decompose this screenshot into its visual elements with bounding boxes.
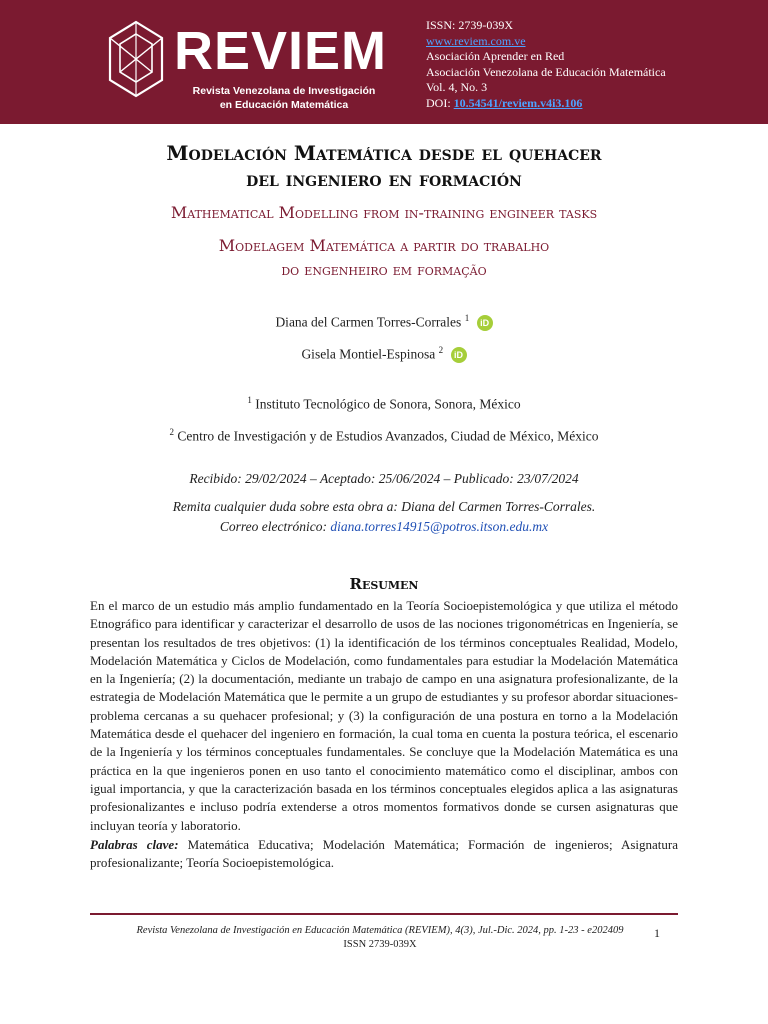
logo-subtitle-line: en Educación Matemática (219, 99, 349, 111)
portuguese-title (84, 234, 684, 282)
affiliation-2 (0, 427, 768, 445)
publication-dates: Recibido: 29/02/2024 – Aceptado: 25/06/2024 – Publicado: 23/07/2024 (189, 471, 579, 486)
journal-metadata (426, 18, 666, 111)
abstract-text: En el marco de un estudio más amplio fundamentado en la Teoría Socioepistemológica y que utiliza el método Etnográfico para identificar y caracterizar el desarrollo de usos de las nociones trigonométricas en Ingeniería, se presentan los resultados de tres objetivos: (1) la identificación de los términos conceptuales Realidad, Modelo, Modelación Matemática y Ciclos de Modelación, como fundamentales para estudiar la Modelación Matemática en la Ingeniería; (2) la documentación, mediante un trabajo de campo en una asignatura profesionalizante, de la estrategia de Modelación Matemática que le permite a un grupo de estudiantes y su profesor abordar situaciones-problema cercanas a su quehacer profesional; y (3) la configuración de una postura en torno a la Modelación Matemática desde el quehacer del ingeniero en formación, la cual toma en cuenta la postura teórica, el escenario de la Ingeniería y los términos conceptuales fundamentales. Se concluye que la Modelación Matemática es una práctica en la que ingenieros ponen en uso tanto el conocimiento matemático como el disciplinar, ambos con igual importancia, y que la caracterización basada en los términos conceptuales elegidos aplica a las asignaturas profesionalizantes e incluso podría extenderse a otros momentos formativos donde se cursen asignaturas que incluyan teoría y laboratorio. (90, 598, 678, 833)
website-link[interactable]: www.reviem.com.ve (426, 33, 526, 48)
article-title-line: Modelación Matemática desde el quehacer (166, 141, 602, 165)
keywords-label: Palabras clave: (90, 837, 179, 852)
article-title-line: del ingeniero en formación (246, 167, 522, 191)
contact-note: Remita cualquier duda sobre esta obra a: Diana del Carmen Torres-Corrales. (172, 499, 596, 514)
citation-text: Revista Venezolana de Investigación en Educación Matemática (REVIEM), 4(3), Jul.-Dic. 2024, pp. 1-23 - e202409 (136, 925, 624, 936)
hexagon-logo-icon (106, 18, 166, 108)
email-label: Correo electrónico: (219, 519, 331, 534)
doi-link[interactable]: 10.54541/reviem.v4i3.106 (453, 95, 583, 110)
orcid-icon[interactable]: iD (451, 347, 467, 363)
logo-subtitle-line: Revista Venezolana de Investigación (192, 85, 376, 97)
affiliation-text: Instituto Tecnológico de Sonora, Sonora, México (255, 396, 521, 412)
author-affil-sup: 1 (464, 313, 470, 323)
doi-label: DOI: (426, 95, 454, 110)
portuguese-title-line: Modelagem Matemática a partir do trabalho (218, 236, 550, 255)
email-link[interactable]: diana.torres14915@potros.itson.edu.mx (330, 519, 549, 534)
author-affil-sup: 2 (438, 345, 444, 355)
author-2 (0, 345, 768, 363)
author-name: Gisela Montiel-Espinosa (301, 346, 436, 362)
journal-banner (0, 0, 768, 124)
publisher-text: Asociación Venezolana de Educación Matemática (426, 64, 666, 79)
affiliation-text: Centro de Investigación y de Estudios Avanzados, Ciudad de México, México (177, 428, 599, 444)
email-line (0, 517, 768, 537)
orcid-icon[interactable]: iD (477, 315, 493, 331)
volume-text: Vol. 4, No. 3 (426, 80, 488, 94)
portuguese-title-line: do engenheiro em formação (281, 260, 487, 279)
affiliation-sup: 1 (247, 395, 252, 405)
abstract-heading: Resumen (349, 575, 419, 593)
footer-citation (100, 924, 660, 952)
logo-subtitle (174, 84, 394, 112)
issn-text: ISSN: 2739-039X (426, 18, 514, 32)
page-number: 1 (654, 926, 660, 940)
logo-wordmark: REVIEM (174, 21, 388, 81)
journal-logo (106, 18, 406, 118)
author-1 (0, 313, 768, 331)
article-title (84, 140, 684, 192)
keywords (90, 836, 678, 873)
footer-divider (90, 913, 678, 915)
keywords-text: Matemática Educativa; Modelación Matemática; Formación de ingenieros; Asignatura profesionalizante; Teoría Socioepistemológica. (90, 837, 679, 871)
author-name: Diana del Carmen Torres-Corrales (275, 314, 462, 330)
affiliation-sup: 2 (169, 427, 174, 437)
english-title: Mathematical Modelling from in-training engineer tasks (170, 203, 598, 222)
affiliation-1 (0, 395, 768, 413)
publisher-text: Asociación Aprender en Red (426, 49, 565, 63)
footer-issn: ISSN 2739-039X (343, 939, 417, 950)
